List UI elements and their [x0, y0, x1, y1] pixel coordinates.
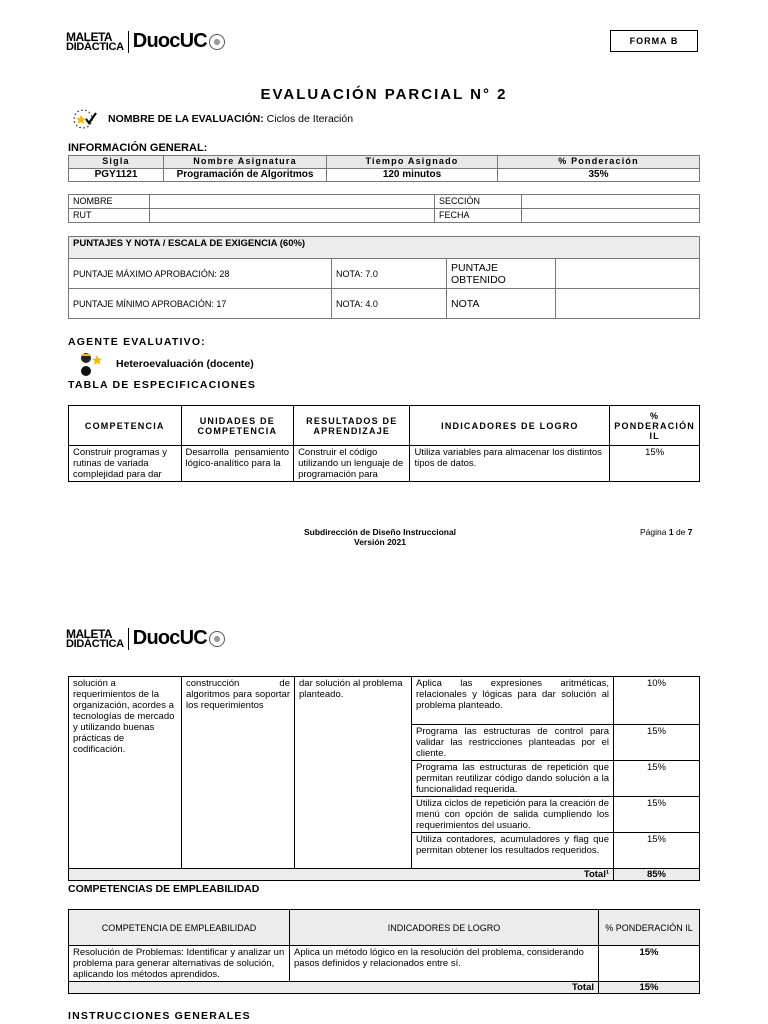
spec-cell: solución a requerimientos de la organización, acordes a tecnologías de mercado y utilizando buenas prácticas de codificación.: [69, 677, 182, 869]
info-value: PGY1121: [69, 169, 164, 182]
emp-header: INDICADORES DE LOGRO: [290, 910, 599, 946]
spec-cell: dar solución al problema planteado.: [295, 677, 412, 869]
page-number: Página 1 de 7: [640, 527, 693, 537]
spec-cell: Construir el código utilizando un lenguaje de programación para: [294, 446, 410, 482]
grade-field[interactable]: [556, 289, 700, 319]
spec-cell: 15%: [610, 446, 700, 482]
rut-label: RUT: [69, 209, 150, 223]
info-general-heading: INFORMACIÓN GENERAL:: [68, 142, 208, 154]
emp-total-value: 15%: [599, 982, 700, 994]
emp-cell: 15%: [599, 946, 700, 982]
info-value: 35%: [498, 169, 700, 182]
emp-cell: Resolución de Problemas: Identificar y analizar un problema para generar alternativas de solución, aplicando los métodos aprendidos.: [69, 946, 290, 982]
nombre-field[interactable]: [150, 195, 435, 209]
agent-heading: AGENTE EVALUATIVO:: [68, 336, 206, 348]
obtained-score-label: PUNTAJE OBTENIDO: [447, 259, 556, 289]
indicator-pct: 15%: [614, 797, 700, 833]
fecha-field[interactable]: [522, 209, 700, 223]
spec-header: COMPETENCIA: [69, 406, 182, 446]
indicator-pct: 15%: [614, 725, 700, 761]
teacher-icon: [76, 350, 104, 378]
total-value: 85%: [614, 869, 700, 881]
spec-header: RESULTADOS DE APRENDIZAJE: [294, 406, 410, 446]
agent-value: Heteroevaluación (docente): [116, 358, 254, 370]
evaluation-name: NOMBRE DE LA EVALUACIÓN: Ciclos de Iteración: [108, 113, 354, 125]
spec-cell: Utiliza variables para almacenar los distintos tipos de datos.: [410, 446, 610, 482]
employability-heading: COMPETENCIAS DE EMPLEABILIDAD: [68, 883, 260, 895]
emp-cell: Aplica un método lógico en la resolución del problema, considerando pasos definidos y relacionados entre sí.: [290, 946, 599, 982]
spec-cell: Desarrolla pensamiento lógico-analítico para la: [181, 446, 294, 482]
indicator-text: Utiliza contadores, acumuladores y flag que permitan obtener los resultados requeridos.: [412, 833, 614, 869]
info-header: Nombre Asignatura: [164, 156, 327, 169]
nombre-label: NOMBRE: [69, 195, 150, 209]
emp-header: % PONDERACIÓN IL: [599, 910, 700, 946]
indicator-text: Utiliza ciclos de repetición para la creación de menú con opción de salida cumpliendo los requerimientos del usuario.: [412, 797, 614, 833]
duoc-logo: MALETA DIDÁCTICA DuocUC: [66, 30, 225, 53]
seal-icon: [209, 631, 225, 647]
seccion-label: SECCIÓN: [435, 195, 522, 209]
spec-header: % PONDERACIÓN IL: [610, 406, 700, 446]
info-table: [68, 155, 700, 182]
form-type-badge: FORMA B: [610, 30, 698, 52]
duoc-logo: MALETA DIDÁCTICA DuocUC: [66, 627, 225, 650]
spec-header: INDICADORES DE LOGRO: [410, 406, 610, 446]
grade-label: NOTA: [447, 289, 556, 319]
indicator-text: Programa las estructuras de control para validar las restricciones planteadas por el cliente.: [412, 725, 614, 761]
indicator-pct: 15%: [614, 833, 700, 869]
student-table: [68, 194, 700, 223]
info-header: % Ponderación: [498, 156, 700, 169]
scores-header: PUNTAJES Y NOTA / ESCALA DE EXIGENCIA (60%): [69, 237, 700, 259]
page-title: EVALUACIÓN PARCIAL N° 2: [260, 86, 508, 103]
min-grade: NOTA: 4.0: [332, 289, 447, 319]
instructions-heading: INSTRUCCIONES GENERALES: [68, 1010, 251, 1022]
indicator-pct: 15%: [614, 761, 700, 797]
obtained-score-field[interactable]: [556, 259, 700, 289]
spec-cell: Construir programas y rutinas de variada complejidad para dar: [69, 446, 182, 482]
spec-table-continued: [68, 676, 700, 881]
min-score: PUNTAJE MÍNIMO APROBACIÓN: 17: [69, 289, 332, 319]
spec-header: UNIDADES DE COMPETENCIA: [181, 406, 294, 446]
info-value: Programación de Algoritmos: [164, 169, 327, 182]
seccion-field[interactable]: [522, 195, 700, 209]
indicator-text: Aplica las expresiones aritméticas, relacionales y lógicas para dar solución al problema planteado.: [412, 677, 614, 725]
seal-icon: [209, 34, 225, 50]
spec-table-heading: TABLA DE ESPECIFICACIONES: [68, 379, 257, 391]
fecha-label: FECHA: [435, 209, 522, 223]
emp-header: COMPETENCIA DE EMPLEABILIDAD: [69, 910, 290, 946]
max-grade: NOTA: 7.0: [332, 259, 447, 289]
indicator-pct: 10%: [614, 677, 700, 725]
employability-table: [68, 909, 700, 994]
total-label: Total¹: [69, 869, 614, 881]
info-value: 120 minutos: [327, 169, 498, 182]
scores-table: [68, 236, 700, 319]
emp-total-label: Total: [69, 982, 599, 994]
page-footer: Subdirección de Diseño Instruccional Versión 2021: [303, 527, 457, 547]
info-header: Sigla: [69, 156, 164, 169]
spec-cell: construcción de algoritmos para soportar los requerimientos: [182, 677, 295, 869]
indicator-text: Programa las estructuras de repetición que permitan reutilizar código dando solución a la funcionalidad requerida.: [412, 761, 614, 797]
max-score: PUNTAJE MÁXIMO APROBACIÓN: 28: [69, 259, 332, 289]
spec-table: [68, 405, 700, 482]
info-header: Tiempo Asignado: [327, 156, 498, 169]
evaluation-icon: [72, 106, 98, 132]
rut-field[interactable]: [150, 209, 435, 223]
